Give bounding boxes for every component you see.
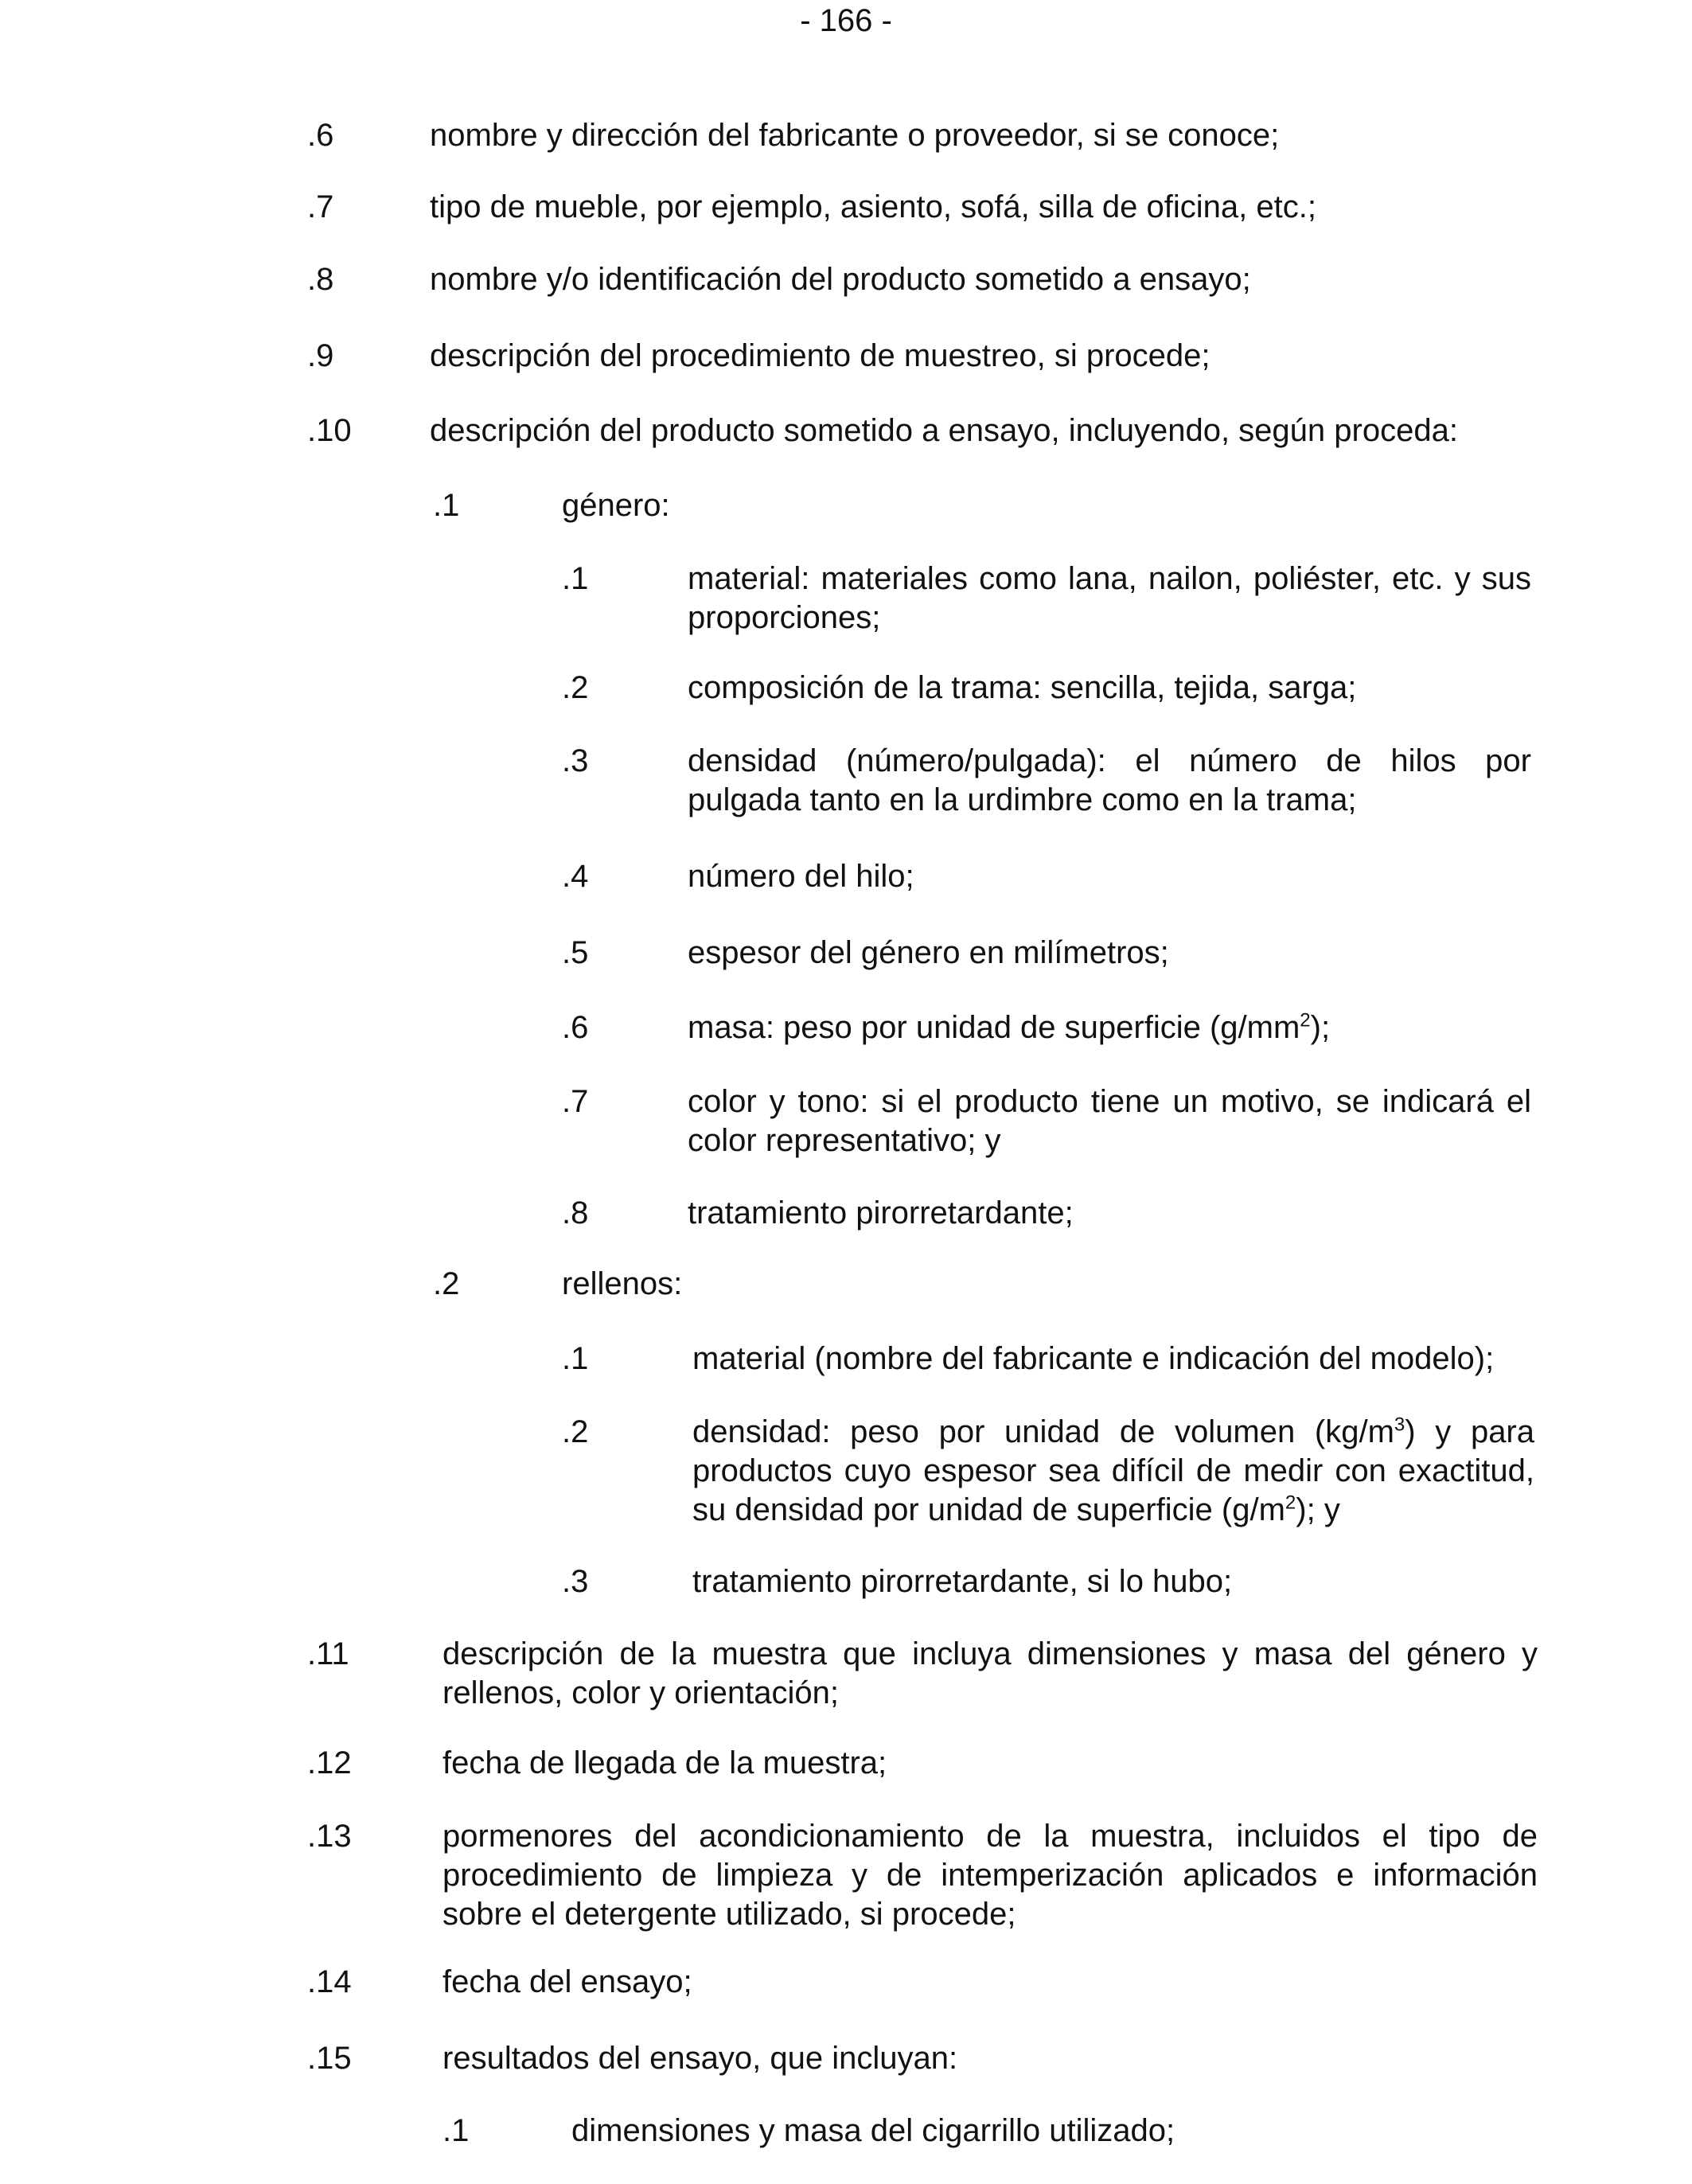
item-text: material: materiales como lana, nailon, poliéster, etc. y sus proporciones;	[688, 561, 1531, 635]
item-text: espesor del género en milímetros;	[688, 935, 1169, 970]
item-number: .1	[562, 561, 589, 596]
item-number: .7	[307, 189, 334, 224]
item-number: .14	[307, 1964, 352, 1999]
item-text: nombre y dirección del fabricante o proveedor, si se conoce;	[430, 118, 1280, 153]
item-text: descripción del producto sometido a ensayo, incluyendo, según proceda:	[430, 413, 1458, 448]
item-number: .15	[307, 2041, 352, 2076]
text-part: ); y	[1296, 1492, 1340, 1527]
item-number: .7	[562, 1084, 589, 1119]
item-text: nombre y/o identificación del producto sometido a ensayo;	[430, 262, 1251, 297]
text-part: );	[1310, 1010, 1331, 1045]
item-text: tratamiento pirorretardante, si lo hubo;	[692, 1564, 1233, 1599]
item-number: .3	[562, 1564, 589, 1599]
item-number: .1	[562, 1341, 589, 1376]
item-text: fecha de llegada de la muestra;	[442, 1745, 887, 1780]
item-text	[692, 1413, 1534, 1530]
item-text: tipo de mueble, por ejemplo, asiento, sofá, silla de oficina, etc.;	[430, 189, 1316, 224]
item-number: .11	[307, 1636, 349, 1671]
item-number: .2	[562, 1414, 589, 1449]
item-number: .8	[307, 262, 334, 297]
superscript: 3	[1394, 1414, 1405, 1436]
item-number: .3	[562, 743, 589, 778]
item-text: material (nombre del fabricante e indicación del modelo);	[692, 1341, 1495, 1376]
item-text: resultados del ensayo, que incluyan:	[442, 2041, 958, 2076]
item-number: .12	[307, 1745, 352, 1780]
item-text: color y tono: si el producto tiene un motivo, se indicará el color representativo; y	[688, 1084, 1531, 1158]
item-text: densidad (número/pulgada): el número de hilos por pulgada tanto en la urdimbre como en la trama;	[688, 743, 1531, 817]
item-text: descripción de la muestra que incluya dimensiones y masa del género y rellenos, color y orientación;	[442, 1636, 1538, 1710]
item-text	[688, 1008, 1330, 1047]
text-part: masa: peso por unidad de superficie (g/mm	[688, 1010, 1300, 1045]
item-number: .10	[307, 413, 352, 448]
item-text: composición de la trama: sencilla, tejida, sarga;	[688, 670, 1357, 705]
item-text: número del hilo;	[688, 859, 914, 894]
superscript: 2	[1300, 1009, 1311, 1032]
text-part: ) y para productos cuyo espesor sea difícil de medir con exactitud, su densidad por unidad de superficie (g/m	[692, 1414, 1534, 1527]
item-text: rellenos:	[562, 1266, 683, 1301]
item-number: .13	[307, 1819, 352, 1854]
item-number: .8	[562, 1195, 589, 1230]
item-text: pormenores del acondicionamiento de la muestra, incluidos el tipo de procedimiento de limpieza y de intemperización aplicados e información sobre el detergente utilizado, si procede;	[442, 1819, 1538, 1932]
item-text: género:	[562, 488, 670, 523]
page-number: - 166 -	[800, 3, 892, 38]
item-number: .6	[562, 1010, 589, 1045]
item-number: .2	[562, 670, 589, 705]
item-number: .2	[433, 1266, 460, 1301]
item-text: fecha del ensayo;	[442, 1964, 692, 1999]
item-text: dimensiones y masa del cigarrillo utilizado;	[571, 2113, 1175, 2148]
item-number: .4	[562, 859, 589, 894]
item-number: .9	[307, 338, 334, 373]
item-number: .5	[562, 935, 589, 970]
item-text: tratamiento pirorretardante;	[688, 1195, 1074, 1230]
item-number: .1	[433, 488, 460, 523]
text-part: densidad: peso por unidad de volumen (kg/m	[692, 1414, 1394, 1449]
item-number: .6	[307, 118, 334, 153]
item-number: .1	[442, 2113, 470, 2148]
superscript: 2	[1285, 1492, 1296, 1514]
item-text: descripción del procedimiento de muestreo, si procede;	[430, 338, 1211, 373]
